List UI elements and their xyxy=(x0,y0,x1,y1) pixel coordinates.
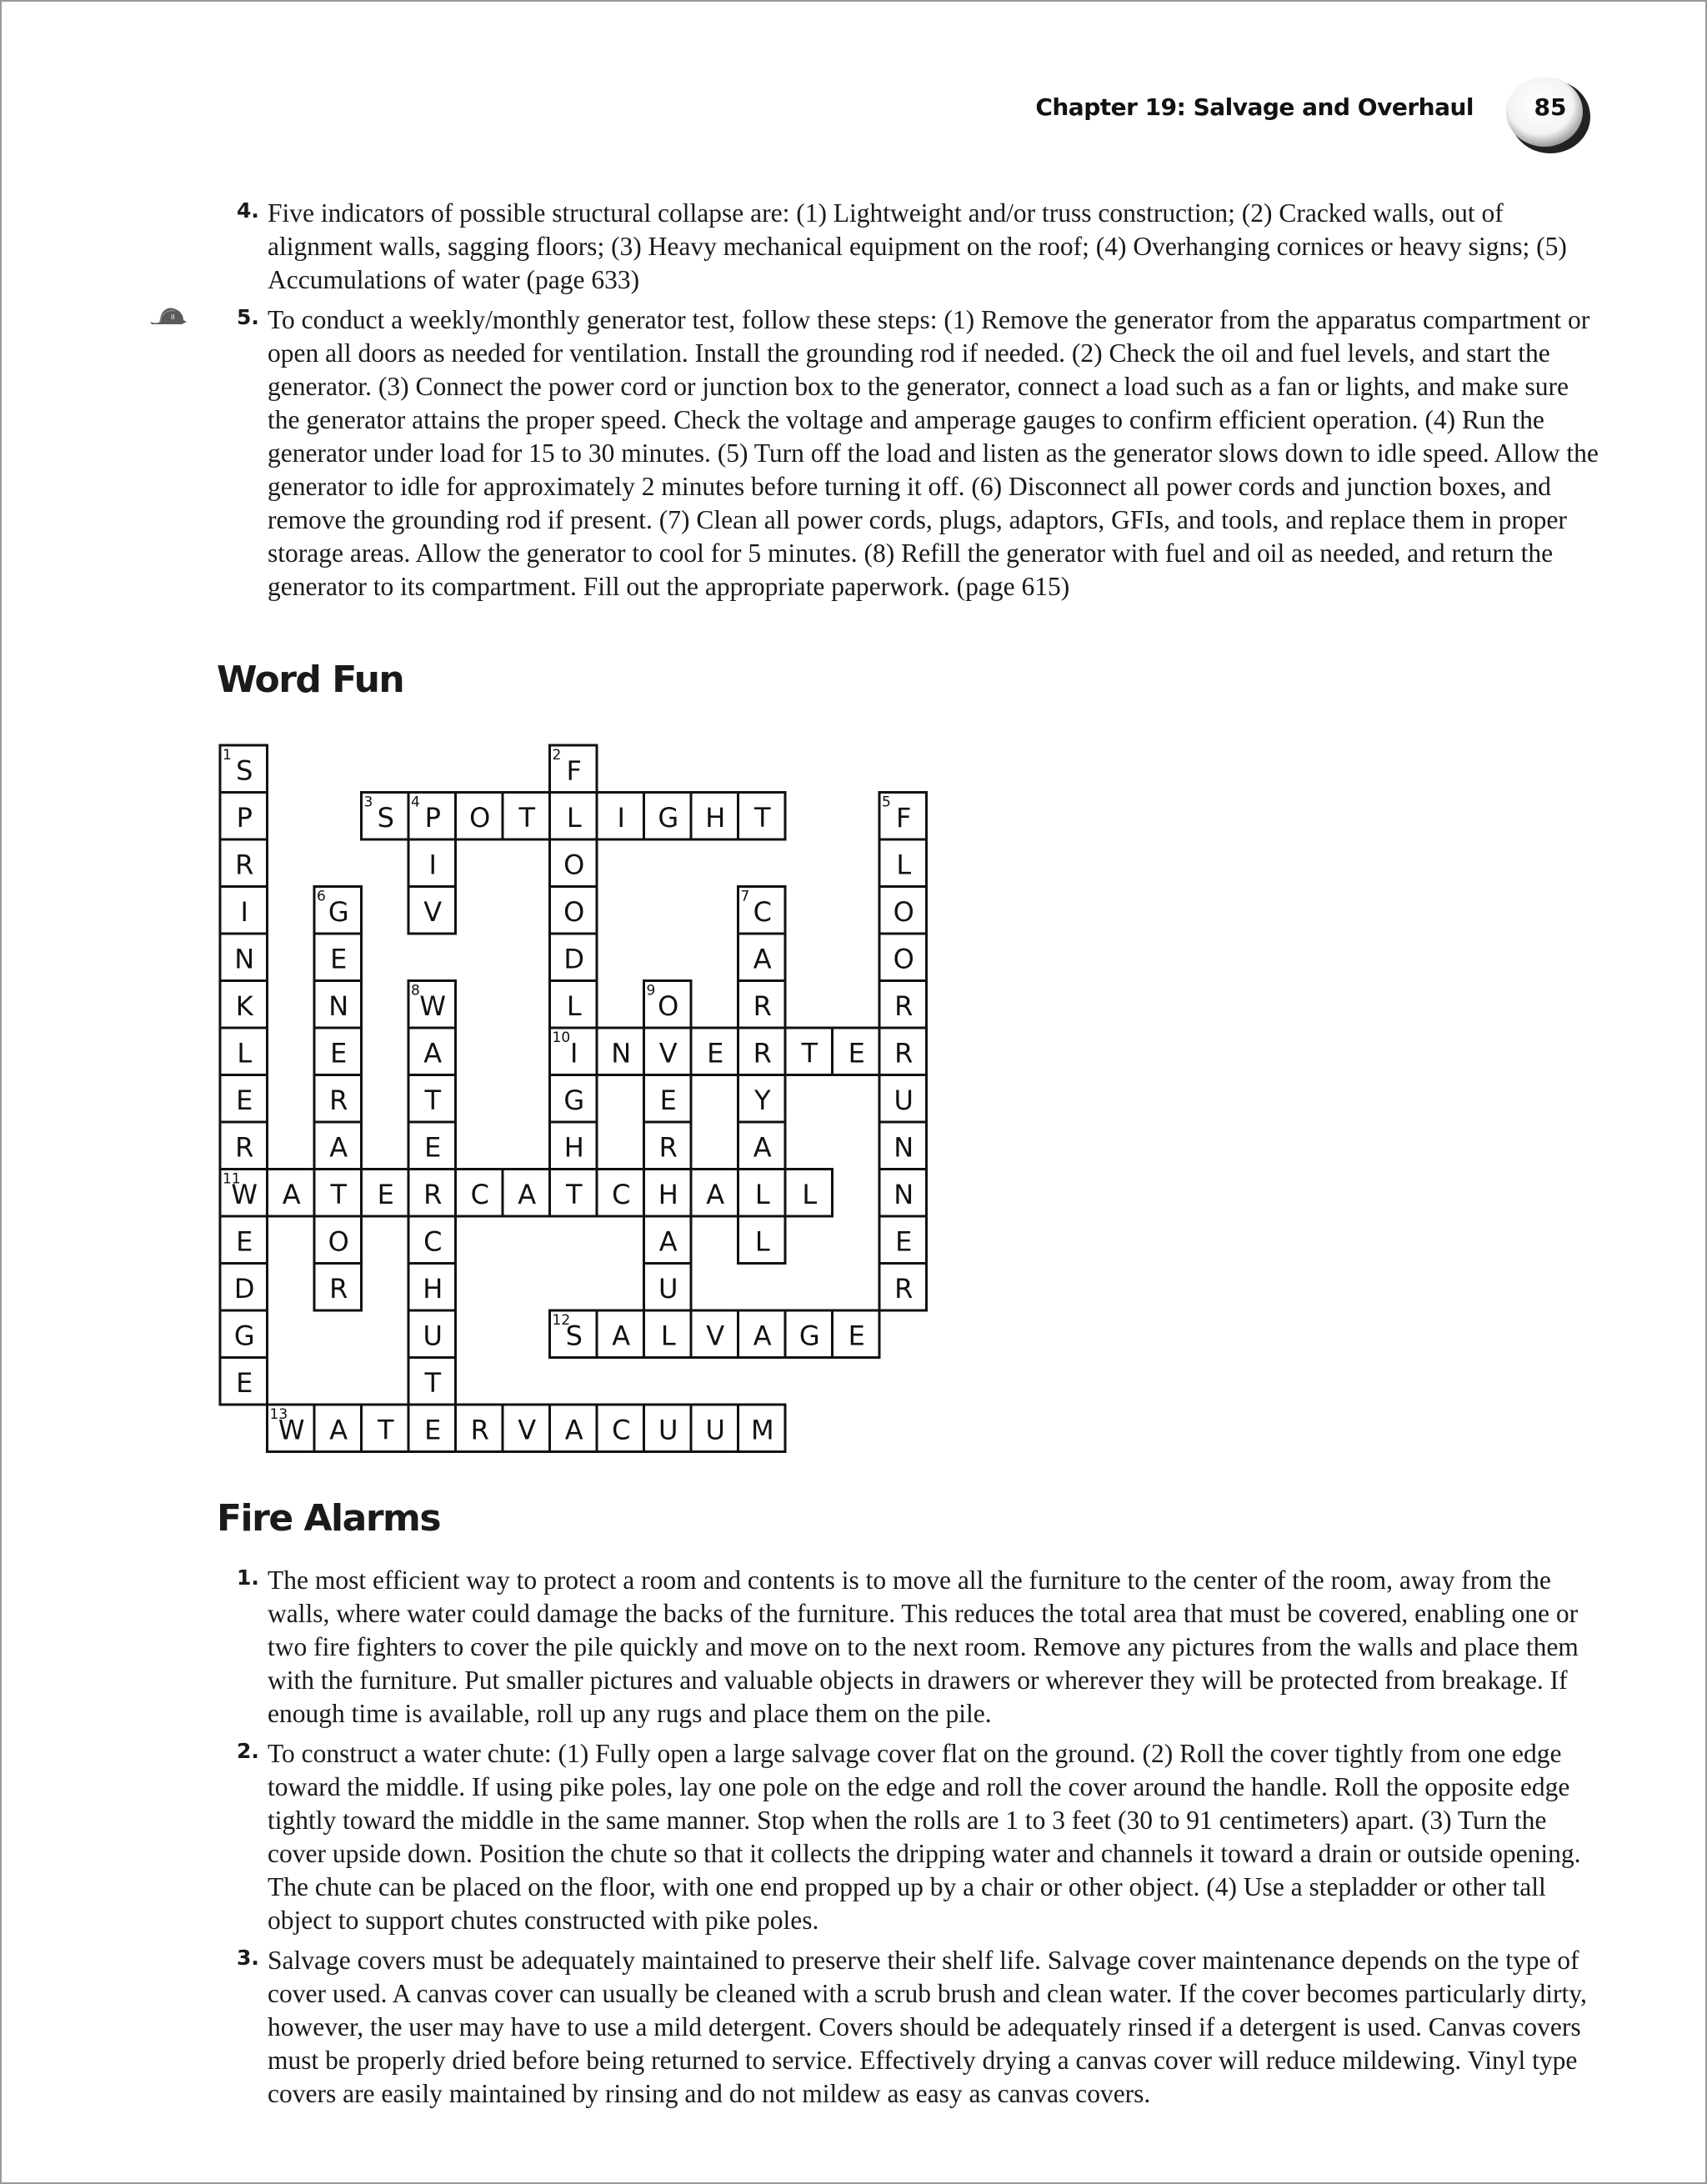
answer-item xyxy=(0,1564,1707,1731)
word-fun-title: Word Fun xyxy=(217,659,404,701)
crossword-letter: Y xyxy=(753,1084,771,1116)
crossword-letter: T xyxy=(330,1178,348,1210)
crossword-letter: G xyxy=(563,1084,585,1116)
crossword-letter: E xyxy=(236,1366,253,1399)
crossword-letter: W xyxy=(419,989,447,1022)
crossword-letter: N xyxy=(234,943,255,975)
crossword-letter: W xyxy=(231,1178,258,1210)
crossword-clue-number: 7 xyxy=(740,888,750,905)
crossword-clue-number: 10 xyxy=(552,1029,571,1046)
crossword-letter: A xyxy=(706,1178,725,1210)
crossword-letter: V xyxy=(423,895,443,928)
crossword-letter: H xyxy=(563,1131,584,1164)
svg-text:II: II xyxy=(171,313,175,321)
answers-top-list xyxy=(0,197,1707,610)
running-head: Chapter 19: Salvage and Overhaul xyxy=(1035,93,1474,121)
crossword-letter: T xyxy=(424,1084,442,1116)
crossword-letter: E xyxy=(848,1037,865,1069)
crossword-letter: A xyxy=(423,1037,443,1069)
crossword-letter: L xyxy=(237,1037,253,1069)
crossword-letter: T xyxy=(801,1037,818,1069)
answer-item xyxy=(0,1737,1707,1937)
crossword-letter: E xyxy=(377,1178,394,1210)
crossword-letter: U xyxy=(894,1084,914,1116)
crossword-letter: V xyxy=(518,1414,537,1446)
crossword-letter: H xyxy=(705,801,726,834)
crossword-letter: W xyxy=(278,1414,305,1446)
crossword-letter: R xyxy=(235,849,254,881)
crossword-letter: C xyxy=(423,1225,443,1258)
crossword-letter: D xyxy=(563,943,585,975)
crossword-clue-number: 3 xyxy=(363,794,373,811)
crossword-letter: V xyxy=(658,1037,678,1069)
crossword-clue-number: 5 xyxy=(882,794,891,811)
crossword-clue-number: 11 xyxy=(223,1170,241,1188)
crossword-letter: S xyxy=(565,1320,583,1352)
crossword-clue-number: 9 xyxy=(646,982,656,999)
crossword-letter: A xyxy=(518,1178,537,1210)
crossword-letter: S xyxy=(377,801,394,834)
crossword-letter: P xyxy=(424,801,441,834)
crossword-letter: E xyxy=(895,1225,913,1258)
crossword-letter: R xyxy=(235,1131,254,1164)
crossword-letter: T xyxy=(377,1414,394,1446)
crossword-letter: E xyxy=(659,1084,677,1116)
crossword-letter: L xyxy=(566,801,582,834)
crossword-letter: L xyxy=(566,989,582,1022)
crossword-letter: O xyxy=(563,895,585,928)
crossword-letter: C xyxy=(470,1178,489,1210)
crossword-letter: A xyxy=(658,1225,678,1258)
crossword-letter: A xyxy=(564,1414,583,1446)
crossword-letter: L xyxy=(660,1320,676,1352)
crossword-letter: R xyxy=(894,1037,914,1069)
crossword-letter: R xyxy=(329,1084,348,1116)
crossword-letter: L xyxy=(754,1178,770,1210)
crossword-letter: H xyxy=(423,1272,443,1305)
crossword-letter: O xyxy=(563,849,585,881)
answer-text: Five indicators of possible structural collapse are: (1) Lightweight and/or truss construction; (2) Cracked walls, out of alignment walls, sagging floors; (3) Heavy mechanical equipment on the roof; (4) Overhanging cornices or heavy signs; (5) Accumulations of water (page 633) xyxy=(268,198,1567,294)
crossword-clue-number: 6 xyxy=(317,888,326,905)
crossword-letter: E xyxy=(424,1414,442,1446)
crossword-letter: E xyxy=(330,1037,348,1069)
crossword-letter: C xyxy=(612,1178,631,1210)
crossword-letter: F xyxy=(566,754,582,787)
crossword-letter: E xyxy=(848,1320,865,1352)
crossword-letter: A xyxy=(329,1131,348,1164)
crossword-letter: R xyxy=(894,1272,914,1305)
crossword-letter: T xyxy=(424,1366,442,1399)
crossword-letter: M xyxy=(750,1414,774,1446)
crossword-letter: N xyxy=(894,1131,914,1164)
page-number: 85 xyxy=(1534,93,1567,121)
fire-alarms-list xyxy=(0,1564,1707,2117)
crossword-letter: R xyxy=(470,1414,489,1446)
crossword-letter: S xyxy=(236,754,253,787)
crossword-letter: V xyxy=(706,1320,725,1352)
crossword-letter: R xyxy=(658,1131,678,1164)
crossword-letter: P xyxy=(236,801,253,834)
crossword-letter: L xyxy=(802,1178,818,1210)
answer-number: 5. xyxy=(237,305,259,329)
crossword-letter: G xyxy=(658,801,679,834)
crossword-letter: A xyxy=(753,1320,772,1352)
crossword-grid xyxy=(217,742,942,1459)
crossword-clue-number: 1 xyxy=(223,747,232,764)
crossword-letter: E xyxy=(424,1131,442,1164)
crossword-letter: T xyxy=(753,801,771,834)
crossword-letter: D xyxy=(233,1272,255,1305)
answer-text: The most efficient way to protect a room and contents is to move all the furniture to the center of the room, away from the walls, where water could damage the backs of the furniture. This reduces the total area that must be covered, enabling one or two fire fighters to cover the pile quickly and move on to the next room. Remove any pictures from the walls and place them with the furniture. Put smaller pictures and valuable objects in drawers or wherever they will be protected from breakage. If enough time is available, roll up any rugs and place them on the pile. xyxy=(268,1565,1579,1728)
crossword-letter: G xyxy=(328,895,349,928)
answer-item xyxy=(0,303,1707,604)
answer-number: 2. xyxy=(237,1739,259,1763)
crossword-clue-number: 12 xyxy=(552,1312,571,1329)
crossword-letter: A xyxy=(753,943,772,975)
answer-text: Salvage covers must be adequately maintained to preserve their shelf life. Salvage cover maintenance depends on the type of cover used. A canvas cover can usually be cleaned with a scrub brush and clean water. If the cover becomes particularly dirty, however, the user may have to use a mild detergent. Covers should be adequately rinsed if a detergent is used. Canvas covers must be properly dried before being returned to service. Effectively drying a canvas cover will reduce mildewing. Vinyl type covers are easily maintained by rinsing and do not mildew as easy as canvas covers. xyxy=(268,1946,1587,2108)
crossword-letter: F xyxy=(896,801,912,834)
crossword-letter: A xyxy=(329,1414,348,1446)
crossword-letter: T xyxy=(518,801,536,834)
crossword-letter: U xyxy=(658,1272,678,1305)
answer-text: To conduct a weekly/monthly generator test, follow these steps: (1) Remove the generator from the apparatus compartment or open all doors as needed for ventilation. Install the grounding rod if needed. (2) Check the oil and fuel levels, and start the generator. (3) Connect the power cord or junction box to the generator, connect a load such as a fan or lights, and make sure the generator attains the proper speed. Check the voltage and amperage gauges to confirm efficient operation. (4) Run the generator under load for 15 to 30 minutes. (5) Turn off the load and listen as the generator slows down to idle speed. Allow the generator to idle for approximately 2 minutes before turning it off. (6) Disconnect all power cords and junction boxes, and remove the grounding rod if present. (7) Clean all power cords, plugs, adaptors, GFIs, and tools, and replace them in proper storage areas. Allow the generator to cool for 5 minutes. (8) Refill the generator with fuel and oil as needed, and return the generator to its compartment. Fill out the appropriate paperwork. (page 615) xyxy=(268,305,1599,601)
crossword-letter: O xyxy=(893,943,914,975)
crossword-letter: U xyxy=(705,1414,725,1446)
crossword-letter: R xyxy=(894,989,914,1022)
crossword-letter: G xyxy=(233,1320,255,1352)
crossword-clue-number: 4 xyxy=(411,794,420,811)
crossword-letter: K xyxy=(235,989,253,1022)
answer-item xyxy=(0,1944,1707,2111)
answer-number: 3. xyxy=(237,1946,259,1970)
crossword-letter: G xyxy=(798,1320,820,1352)
answer-number: 1. xyxy=(237,1565,259,1590)
crossword-letter: E xyxy=(236,1084,253,1116)
crossword-letter: A xyxy=(612,1320,631,1352)
crossword-letter: O xyxy=(328,1225,349,1258)
crossword-letter: R xyxy=(753,1037,772,1069)
crossword-letter: H xyxy=(658,1178,678,1210)
crossword-letter: R xyxy=(329,1272,348,1305)
crossword-letter: I xyxy=(617,801,625,834)
answer-text: To construct a water chute: (1) Fully open a large salvage cover flat on the ground. (2) Roll the cover tightly from one edge toward the middle. If using pike poles, lay one pole on the edge and roll the cover around the handle. Roll the opposite edge tightly toward the middle in the same manner. Stop when the rolls are 1 to 3 feet (30 to 91 centimeters) apart. (3) Turn the cover upside down. Position the chute so that it collects the dripping water and channels it toward a drain or outside opening. The chute can be placed on the floor, with one end propped up by a chair or other object. (4) Use a stepladder or other tall object to support chutes constructed with pike poles. xyxy=(268,1739,1581,1935)
answer-item xyxy=(0,197,1707,297)
crossword-letter: U xyxy=(658,1414,678,1446)
crossword-letter: E xyxy=(236,1225,253,1258)
crossword-letter: N xyxy=(611,1037,632,1069)
crossword-letter: C xyxy=(753,895,772,928)
crossword-clue-number: 2 xyxy=(552,747,562,764)
crossword-clue-number: 8 xyxy=(411,982,420,999)
crossword-clue-number: 13 xyxy=(269,1406,288,1423)
crossword-letter: O xyxy=(658,989,679,1022)
crossword-letter: L xyxy=(754,1225,770,1258)
crossword-letter: O xyxy=(469,801,491,834)
crossword-letter: C xyxy=(612,1414,631,1446)
crossword-letter: T xyxy=(565,1178,583,1210)
crossword-letter: R xyxy=(753,989,772,1022)
answer-number: 4. xyxy=(237,198,259,223)
crossword-letter: N xyxy=(894,1178,914,1210)
fire-alarms-title: Fire Alarms xyxy=(217,1497,441,1540)
crossword-letter: L xyxy=(896,849,912,881)
crossword-letter: N xyxy=(328,989,349,1022)
crossword-letter: I xyxy=(240,895,248,928)
crossword-letter: R xyxy=(423,1178,443,1210)
crossword-letter: U xyxy=(423,1320,443,1352)
crossword-letter: I xyxy=(428,849,437,881)
crossword-letter: A xyxy=(753,1131,772,1164)
crossword-letter: A xyxy=(282,1178,301,1210)
crossword-letter: E xyxy=(707,1037,724,1069)
crossword-letter: E xyxy=(330,943,348,975)
crossword-letter: O xyxy=(893,895,914,928)
crossword-letter: I xyxy=(570,1037,578,1069)
